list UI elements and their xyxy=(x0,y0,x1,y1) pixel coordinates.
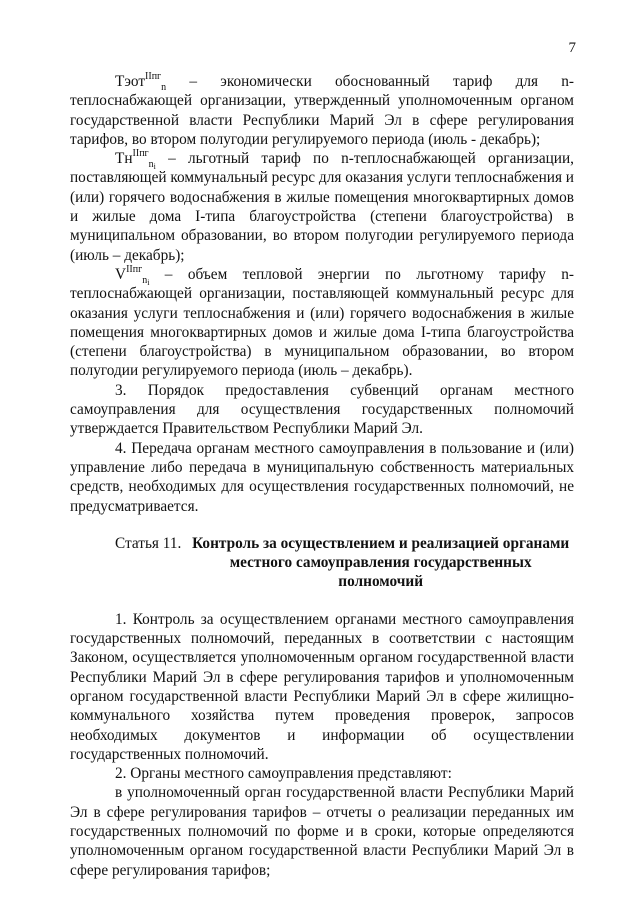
article-clause-2: 2. Органы местного самоуправления представляют: xyxy=(115,765,452,783)
symbol-subscript-text: n xyxy=(142,274,148,286)
article-heading xyxy=(70,534,574,592)
symbol-base: Тн xyxy=(115,150,133,168)
formula-symbol xyxy=(115,148,156,172)
formula-symbol xyxy=(115,71,167,93)
clause-4: 4. Передача органам местного самоуправления в пользование и (или) управление либо передача в муниципальную собственность материальных средств, необходимых для осуществления государственных полномочий, не предусматривается. xyxy=(70,439,574,515)
definition-text: – экономически обоснованный тариф для n-теплоснабжающей организации, утвержденный уполномоченным органом государственной власти Республики Марий Эл в сфере регулирования тарифов, во втором полугодии регулируемого периода (июль - декабрь); xyxy=(70,73,574,148)
page-number: 7 xyxy=(568,40,576,56)
article-label: Статья 11. xyxy=(115,534,182,552)
article-title: Контроль за осуществлением и реализацией органами местного самоуправления государственных полномочий xyxy=(192,534,570,591)
definition-text: – льготный тариф по n-теплоснабжающей организации, поставляющей коммунальный ресурс для оказания услуги теплоснабжения и (или) горячего водоснабжения в жилые помещения многоквартирных домов и жилые дома I-типа благоустройства (степени благоустройства) в муниципальном образовании, во втором полугодии регулируемого периода (июль – декабрь); xyxy=(70,150,574,264)
symbol-base: V xyxy=(115,265,127,283)
symbol-superscript: IIпг xyxy=(126,263,143,275)
symbol-superscript: IIпг xyxy=(145,71,162,82)
clause-3: 3. Порядок предоставления субвенций органам местного самоуправления для осуществления государственных полномочий утверждается Правительством Республики Марий Эл. xyxy=(70,381,574,438)
symbol-subscript-text: n xyxy=(148,159,154,171)
symbol-subsubscript: i xyxy=(153,162,156,172)
article-clause-2-item: в уполномоченный орган государственной власти Республики Марий Эл в сфере регулирования тарифов – отчеты о реализации переданных им государственных полномочий по форме и в сроки, которые определяются уполномоченным органом государственной власти Республики Марий Эл в сфере регулирования тарифов; xyxy=(70,784,574,879)
definition-text: – объем тепловой энергии по льготному тарифу n-теплоснабжающей организации, поставляющей коммунальный ресурс для оказания услуги теплоснабжения и (или) горячего водоснабжения в жилые помещения многоквартирных домов и жилые дома I-типа благоустройства (степени благоустройства) в муниципальном образовании, во втором полугодии регулируемого периода (июль – декабрь). xyxy=(70,265,574,380)
article-clause-1: 1. Контроль за осуществлением органами местного самоуправления государственных полномочий, переданных в соответствии с настоящим Законом, осуществляется уполномоченным органом государственной власти Республики Марий Эл в сфере регулирования тарифов и уполномоченным органом государственной власти Республики Марий Эл в сфере жилищно-коммунального хозяйства путем проведения проверок, запросов необходимых документов и информации об осуществлении государственных полномочий. xyxy=(70,610,574,763)
symbol-subsubscript: i xyxy=(147,277,150,287)
definition-paragraph xyxy=(70,149,574,265)
symbol-subscript-text: n xyxy=(161,82,167,93)
symbol-superscript: IIпг xyxy=(132,148,149,160)
definition-paragraph xyxy=(70,72,574,149)
formula-symbol xyxy=(115,263,150,287)
document-body xyxy=(70,72,574,880)
definition-paragraph xyxy=(70,265,574,381)
symbol-base: Тэот xyxy=(115,73,146,90)
